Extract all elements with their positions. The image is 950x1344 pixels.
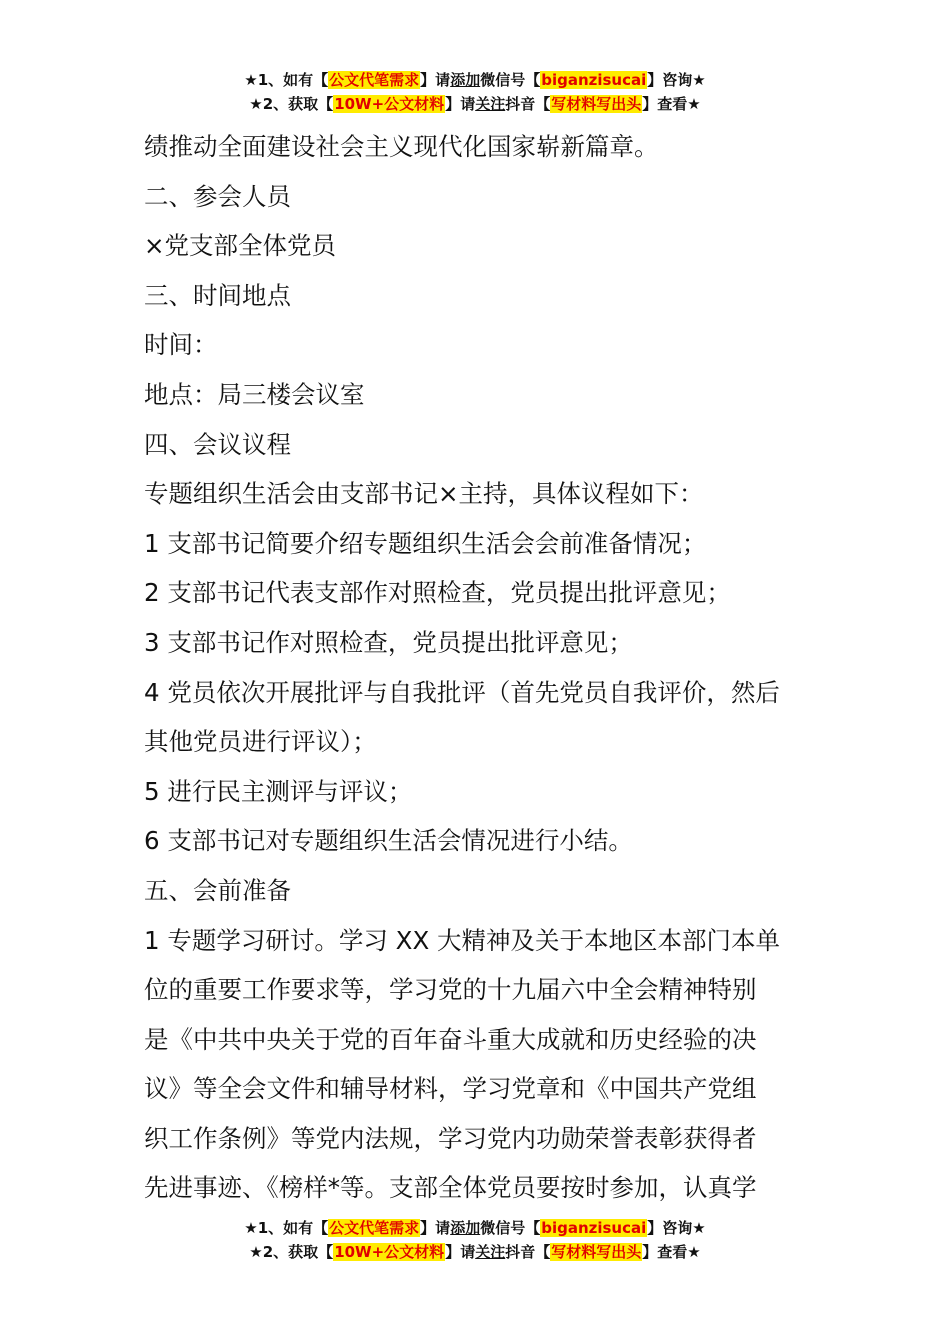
highlight-service: 公文代笔需求 xyxy=(329,71,420,89)
text-line: 时间： xyxy=(144,330,218,360)
text-line: 议》等全会文件和辅导材料，学习党章和《中国共产党组 xyxy=(144,1074,757,1104)
text-line: 绩推动全面建设社会主义现代化国家崭新篇章。 xyxy=(144,132,659,161)
text-line: 其他党员进行评议）； xyxy=(144,727,377,757)
highlight-douyin-account: 写材料写出头 xyxy=(551,95,642,113)
agenda-item: 6 支部书记对专题组织生活会情况进行小结。 xyxy=(144,826,633,856)
section-heading-preparation: 五、会前准备 xyxy=(144,875,291,905)
promo-banner-top xyxy=(0,68,950,116)
promo-banner-bottom xyxy=(0,1216,950,1264)
promo-line-2: ★2、获取【10W+公文材料】请关注抖音【写材料写出头】查看★ xyxy=(249,95,701,113)
agenda-item: 3 支部书记作对照检查，党员提出批评意见； xyxy=(144,627,633,657)
highlight-wechat-id: biganzisucai xyxy=(541,71,647,89)
agenda-item: 1 支部书记简要介绍专题组织生活会会前准备情况； xyxy=(144,528,707,558)
text-line: 位的重要工作要求等，学习党的十九届六中全会精神特别 xyxy=(144,975,757,1005)
document-body xyxy=(144,122,814,1213)
agenda-item: 2 支部书记代表支部作对照检查，党员提出批评意见； xyxy=(144,578,731,608)
section-heading-time-place: 三、时间地点 xyxy=(144,280,291,310)
highlight-service: 公文代笔需求 xyxy=(329,1219,420,1237)
agenda-item: 5 进行民主测评与评议； xyxy=(144,776,413,806)
promo-line-2: ★2、获取【10W+公文材料】请关注抖音【写材料写出头】查看★ xyxy=(249,1243,701,1261)
highlight-materials: 10W+公文材料 xyxy=(334,95,445,113)
section-heading-agenda: 四、会议议程 xyxy=(144,429,291,459)
text-line: 先进事迹、《榜样*等。支部全体党员要按时参加，认真学 xyxy=(144,1173,757,1203)
highlight-wechat-id: biganzisucai xyxy=(541,1219,647,1237)
text-line: 专题组织生活会由支部书记×主持，具体议程如下： xyxy=(144,479,704,509)
section-heading-participants: 二、参会人员 xyxy=(144,181,291,211)
text-line: 是《中共中央关于党的百年奋斗重大成就和历史经验的决 xyxy=(144,1024,757,1054)
text-line: 织工作条例》等党内法规，学习党内功勋荣誉表彰获得者 xyxy=(144,1123,757,1153)
promo-line-1: ★1、如有【公文代笔需求】请添加微信号【biganzisucai】咨询★ xyxy=(244,71,706,89)
text-line: 地点：局三楼会议室 xyxy=(144,379,365,409)
text-line: ×党支部全体党员 xyxy=(144,231,337,261)
highlight-materials: 10W+公文材料 xyxy=(334,1243,445,1261)
highlight-douyin-account: 写材料写出头 xyxy=(551,1243,642,1261)
promo-line-1: ★1、如有【公文代笔需求】请添加微信号【biganzisucai】咨询★ xyxy=(244,1219,706,1237)
text-line: 1 专题学习研讨。学习 XX 大精神及关于本地区本部门本单 xyxy=(144,925,781,955)
agenda-item: 4 党员依次开展批评与自我批评（首先党员自我评价，然后 xyxy=(144,677,780,707)
